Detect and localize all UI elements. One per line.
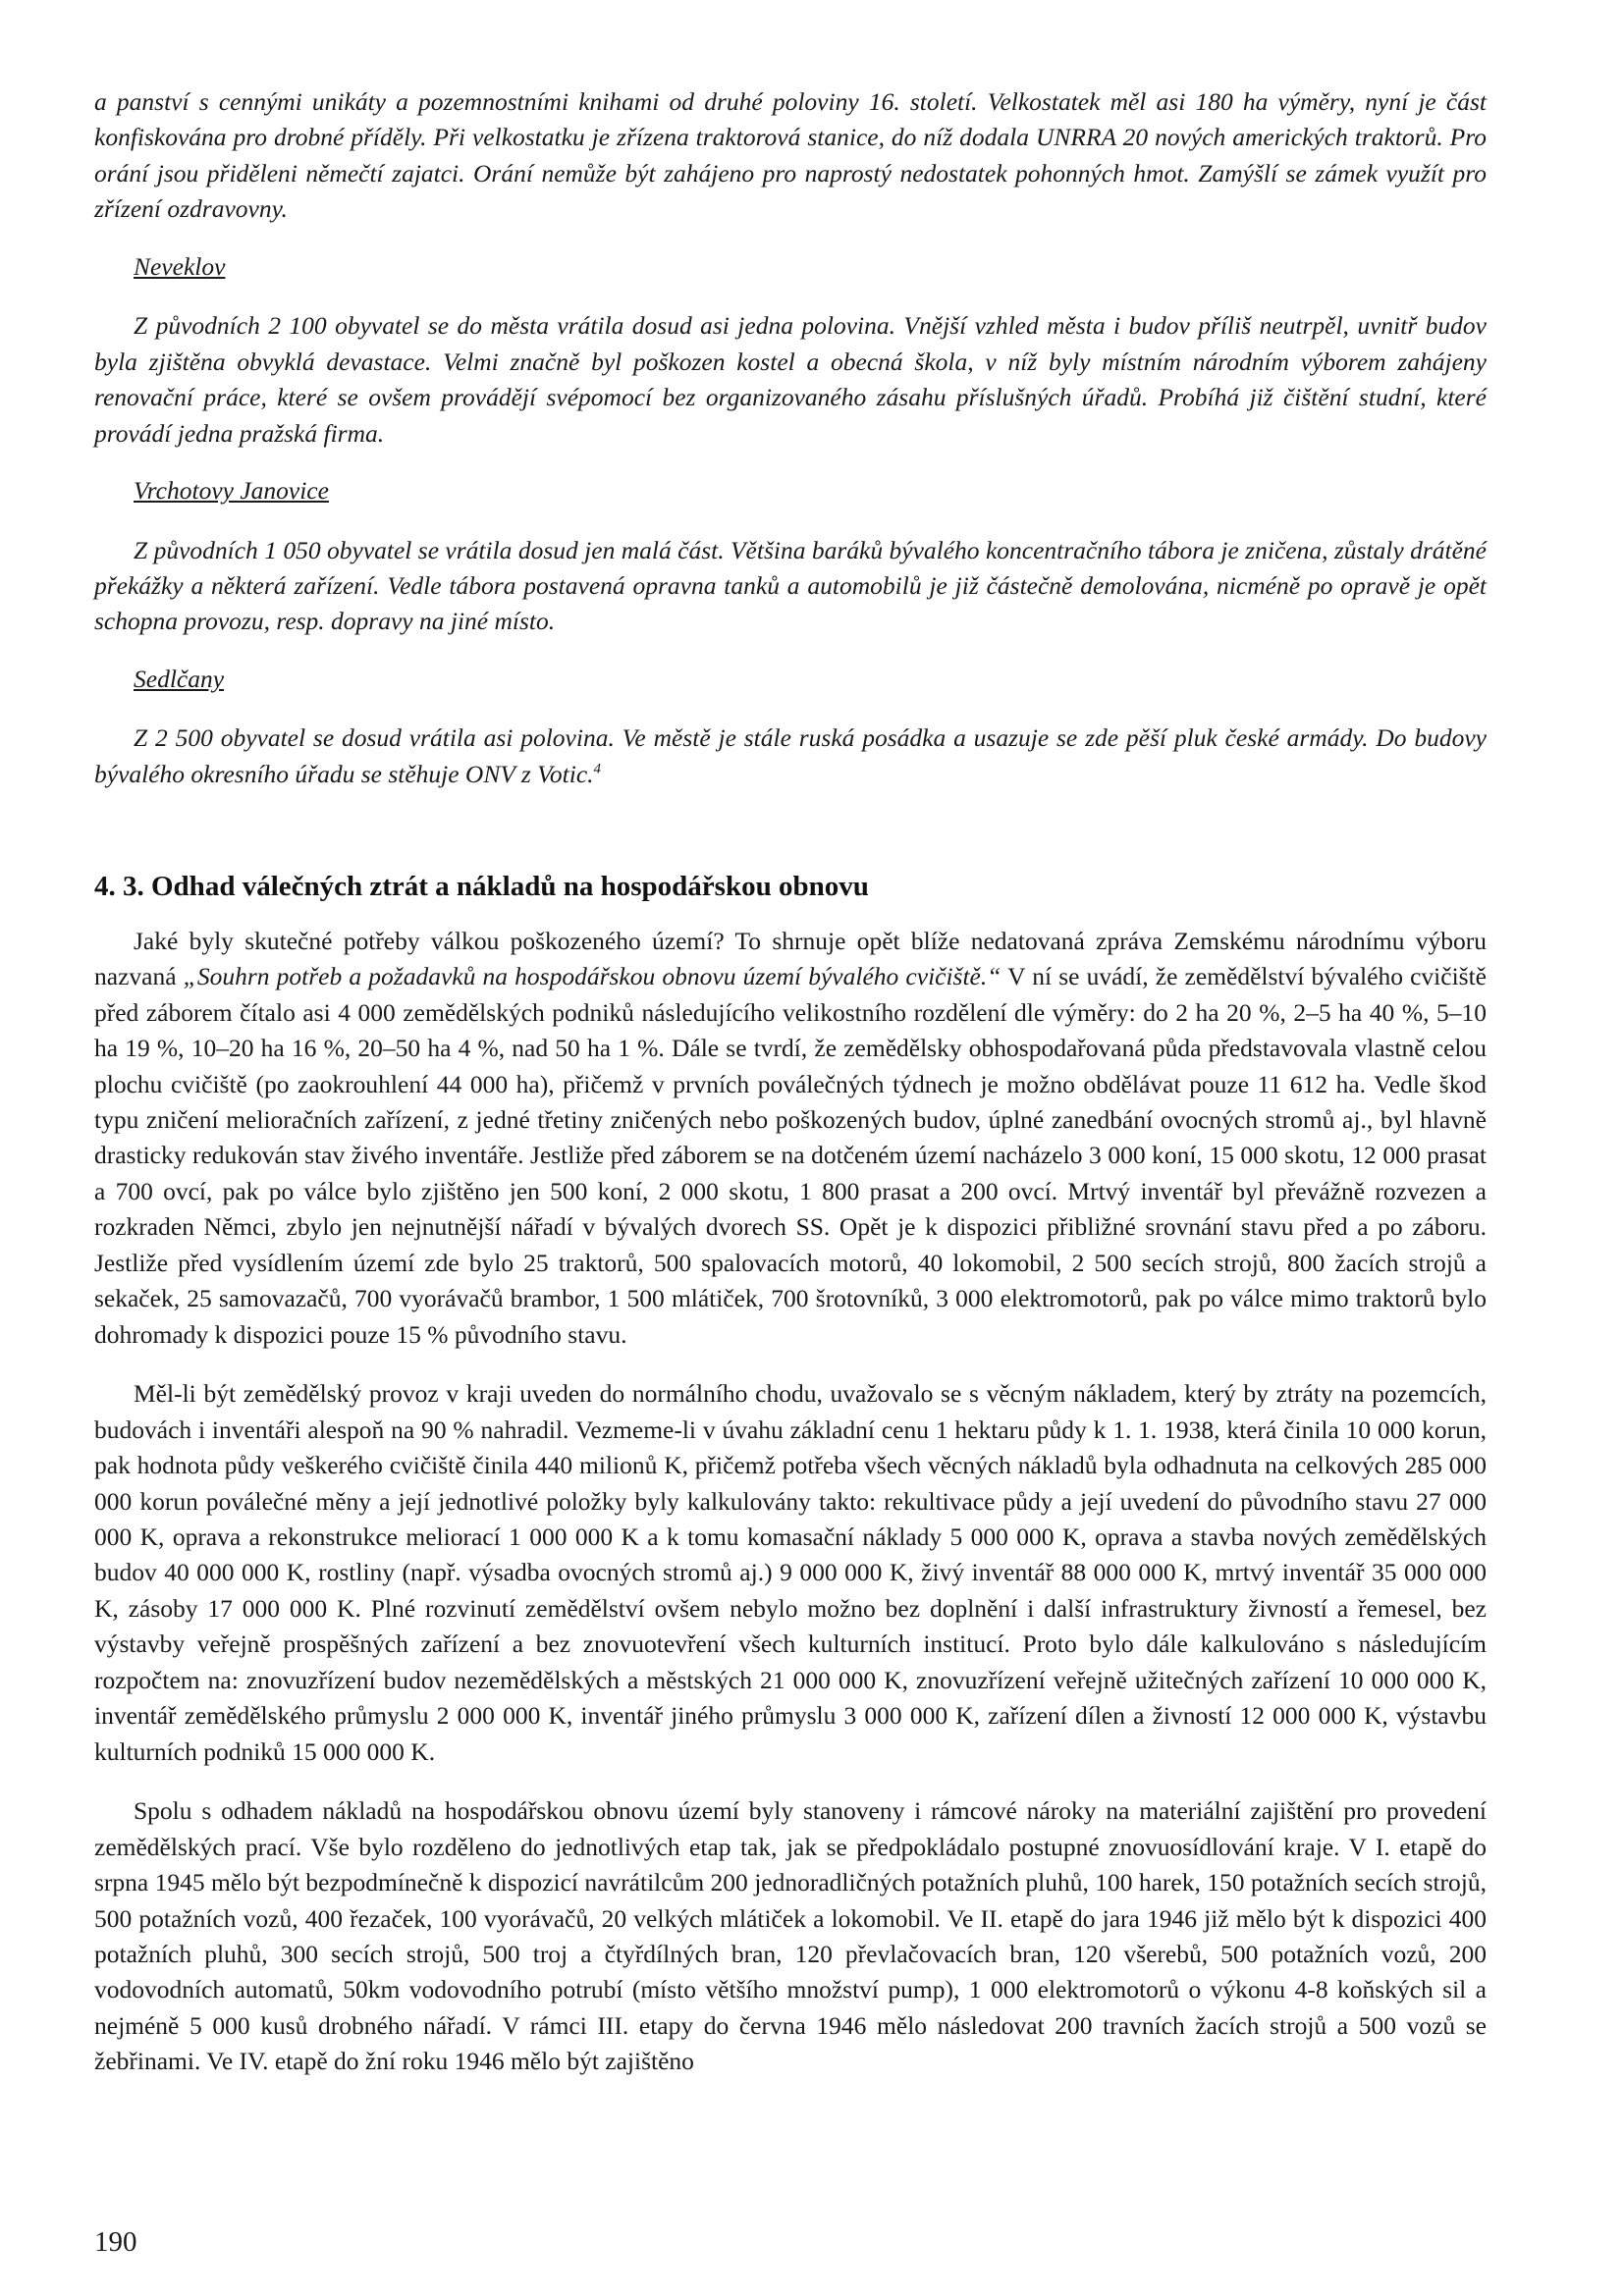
town-text-sedlcany: [94, 721, 1487, 792]
report-title-quote: „Souhrn potřeb a požadavků na hospodářskou obnovu území bývalého cvičiště.“: [183, 962, 1001, 991]
town-heading-neveklov: Neveklov: [134, 251, 226, 281]
town-text-neveklov: Z původních 2 100 obyvatel se do města vrátila dosud asi jedna polovina. Vnější vzhled města i budov příliš neutrpěl, uvnitř budov byla zjištěna obvyklá devastace. Velmi značně byl poškozen kostel a obecná škola, v níž byly místním národním výborem zahájeny renovační práce, které se ovšem provádějí svépomocí bez organizovaného zásahu příslušných úřadů. Probíhá již čištění studní, které provádí jedna pražská firma.: [94, 311, 1487, 448]
section-heading: 4. 3. Odhad válečných ztrát a nákladů na hospodářskou obnovu: [94, 871, 869, 903]
town-text-sedlcany-body: Z 2 500 obyvatel se dosud vrátila asi polovina. Ve městě je stále ruská posádka a usazuje se zde pěší pluk české armády. Do budovy bývalého okresního úřadu se stěhuje ONV z Votic.: [94, 723, 1487, 788]
town-heading-sedlcany: Sedlčany: [134, 664, 225, 693]
page-number: 190: [94, 2226, 137, 2258]
footnote-marker: 4: [593, 761, 602, 777]
page-content: [94, 84, 1487, 2080]
town-heading-vrchotovy-janovice: Vrchotovy Janovice: [134, 476, 329, 506]
intro-paragraph: a panství s cennými unikáty a pozemnostními knihami od druhé poloviny 16. století. Velkostatek měl asi 180 ha výměry, nyní je část konfiskována pro drobné příděly. Při velkostatku je zřízena traktorová stanice, do níž dodala UNRRA 20 nových amerických traktorů. Pro orání jsou přiděleni němečtí zajatci. Orání nemůže být zahájeno pro naprostý nedostatek pohonných hmot. Zamýšlí se zámek využít pro zřízení ozdravovny.: [94, 87, 1487, 224]
section-paragraph-3: Spolu s odhadem nákladů na hospodářskou obnovu území byly stanoveny i rámcové nároky na materiální zajištění pro provedení zemědělských prací. Vše bylo rozděleno do jednotlivých etap tak, jak se předpokládalo postupné znovuosídlování kraje. V I. etapě do srpna 1945 mělo být bezpodmínečně k dispozicí navrátilcům 200 jednoradličných potažních pluhů, 100 harek, 150 potažních secích strojů, 500 potažních vozů, 400 řezaček, 100 vyorávačů, 20 velkých mlátiček a lokomobil. Ve II. etapě do jara 1946 již mělo být k dispozici 400 potažních pluhů, 300 secích strojů, 500 troj a čtyřdílných bran, 120 převlačovacích bran, 120 všerebů, 500 potažních vozů, 200 vodovodních automatů, 50km vodovodního potrubí (místo většího množství pump), 1 000 elektromotorů o výkonu 4-8 koňských sil a nejméně 5 000 kusů drobného nářadí. V rámci III. etapy do června 1946 mělo následovat 200 travních žacích strojů a 500 vozů se žebřinami. Ve IV. etapě do žní roku 1946 mělo být zajištěno: [94, 1796, 1487, 2076]
section-paragraph-1-b: V ní se uvádí, že zemědělství bývalého cvičiště před záborem čítalo asi 4 000 zemědělských podniků následujícího velikostního rozdělení dle výměry: do 2 ha 20 %, 2–5 ha 40 %, 5–10 ha 19 %, 10–20 ha 16 %, 20–50 ha 4 %, nad 50 ha 1 %. Dále se tvrdí, že zemědělsky obhospodařovaná půda představovala vlastně celou plochu cvičiště (po zaokrouhlení 44 000 ha), přičemž v prvních poválečných týdnech je možno obdělávat pouze 11 612 ha. Vedle škod typu zničení melioračních zařízení, z jedné třetiny zničených nebo poškozených budov, úplné zanedbání ovocných stromů aj., byl hlavně drasticky redukován stav živého inventáře. Jestliže před záborem se na dotčeném území nacházelo 3 000 koní, 15 000 skotu, 12 000 prasat a 700 ovcí, pak po válce bylo zjištěno jen 500 koní, 2 000 skotu, 1 800 prasat a 200 ovcí. Mrtvý inventář byl převážně rozvezen a rozkraden Němci, zbylo jen nejnutnější nářadí v bývalých dvorech SS. Opět je k dispozici přibližné srovnání stavu před a po záboru. Jestliže před vysídlením území zde bylo 25 traktorů, 500 spalovacích motorů, 40 lokomobil, 2 500 secích strojů, 800 žacích strojů a sekaček, 25 samovazačů, 700 vyorávačů brambor, 1 500 mlátiček, 700 šrotovníků, 3 000 elektromotorů, pak po válce mimo traktorů bylo dohromady k dispozici pouze 15 % původního stavu.: [94, 962, 1487, 1349]
section-paragraph-1: [94, 924, 1487, 1353]
section-paragraph-1-a: Jaké byly skutečné potřeby válkou poškozeného území? To shrnuje opět blíže nedatovaná zpráva Zemskému národnímu výboru nazvaná: [94, 926, 1487, 991]
town-text-vrchotovy-janovice: Z původních 1 050 obyvatel se vrátila dosud jen malá část. Většina baráků bývalého koncentračního tábora je zničena, zůstaly drátěné překážky a některá zařízení. Vedle tábora postavená opravna tanků a automobilů je již částečně demolována, nicméně po opravě je opět schopna provozu, resp. dopravy na jiné místo.: [94, 535, 1487, 636]
section-paragraph-2: Měl-li být zemědělský provoz v kraji uveden do normálního chodu, uvažovalo se s věcným nákladem, který by ztráty na pozemcích, budovách i inventáři alespoň na 90 % nahradil. Vezmeme-li v úvahu základní cenu 1 hektaru půdy k 1. 1. 1938, která činila 10 000 korun, pak hodnota půdy veškerého cvičiště činila 440 milionů K, přičemž potřeba všech věcných nákladů byla odhadnuta na celkových 285 000 000 korun poválečné měny a její jednotlivé položky byly kalkulovány takto: rekultivace půdy a její uvedení do původního stavu 27 000 000 K, oprava a rekonstrukce meliorací 1 000 000 K a k tomu komasační náklady 5 000 000 K, oprava a stavba nových zemědělských budov 40 000 000 K, rostliny (např. výsadba ovocných stromů aj.) 9 000 000 K, živý inventář 88 000 000 K, mrtvý inventář 35 000 000 K, zásoby 17 000 000 K. Plné rozvinutí zemědělství ovšem nebylo možno bez doplnění i další infrastruktury živností a řemesel, bez výstavby veřejně prospěšných zařízení a bez znovuotevření všech kulturních institucí. Proto bylo dále kalkulováno s následujícím rozpočtem na: znovuzřízení budov nezemědělských a městských 21 000 000 K, znovuzřízení veřejně užitečných zařízení 10 000 000 K, inventář zemědělského průmyslu 2 000 000 K, inventář jiného průmyslu 3 000 000 K, zařízení dílen a živností 12 000 000 K, výstavbu kulturních podniků 15 000 000 K.: [94, 1379, 1487, 1766]
